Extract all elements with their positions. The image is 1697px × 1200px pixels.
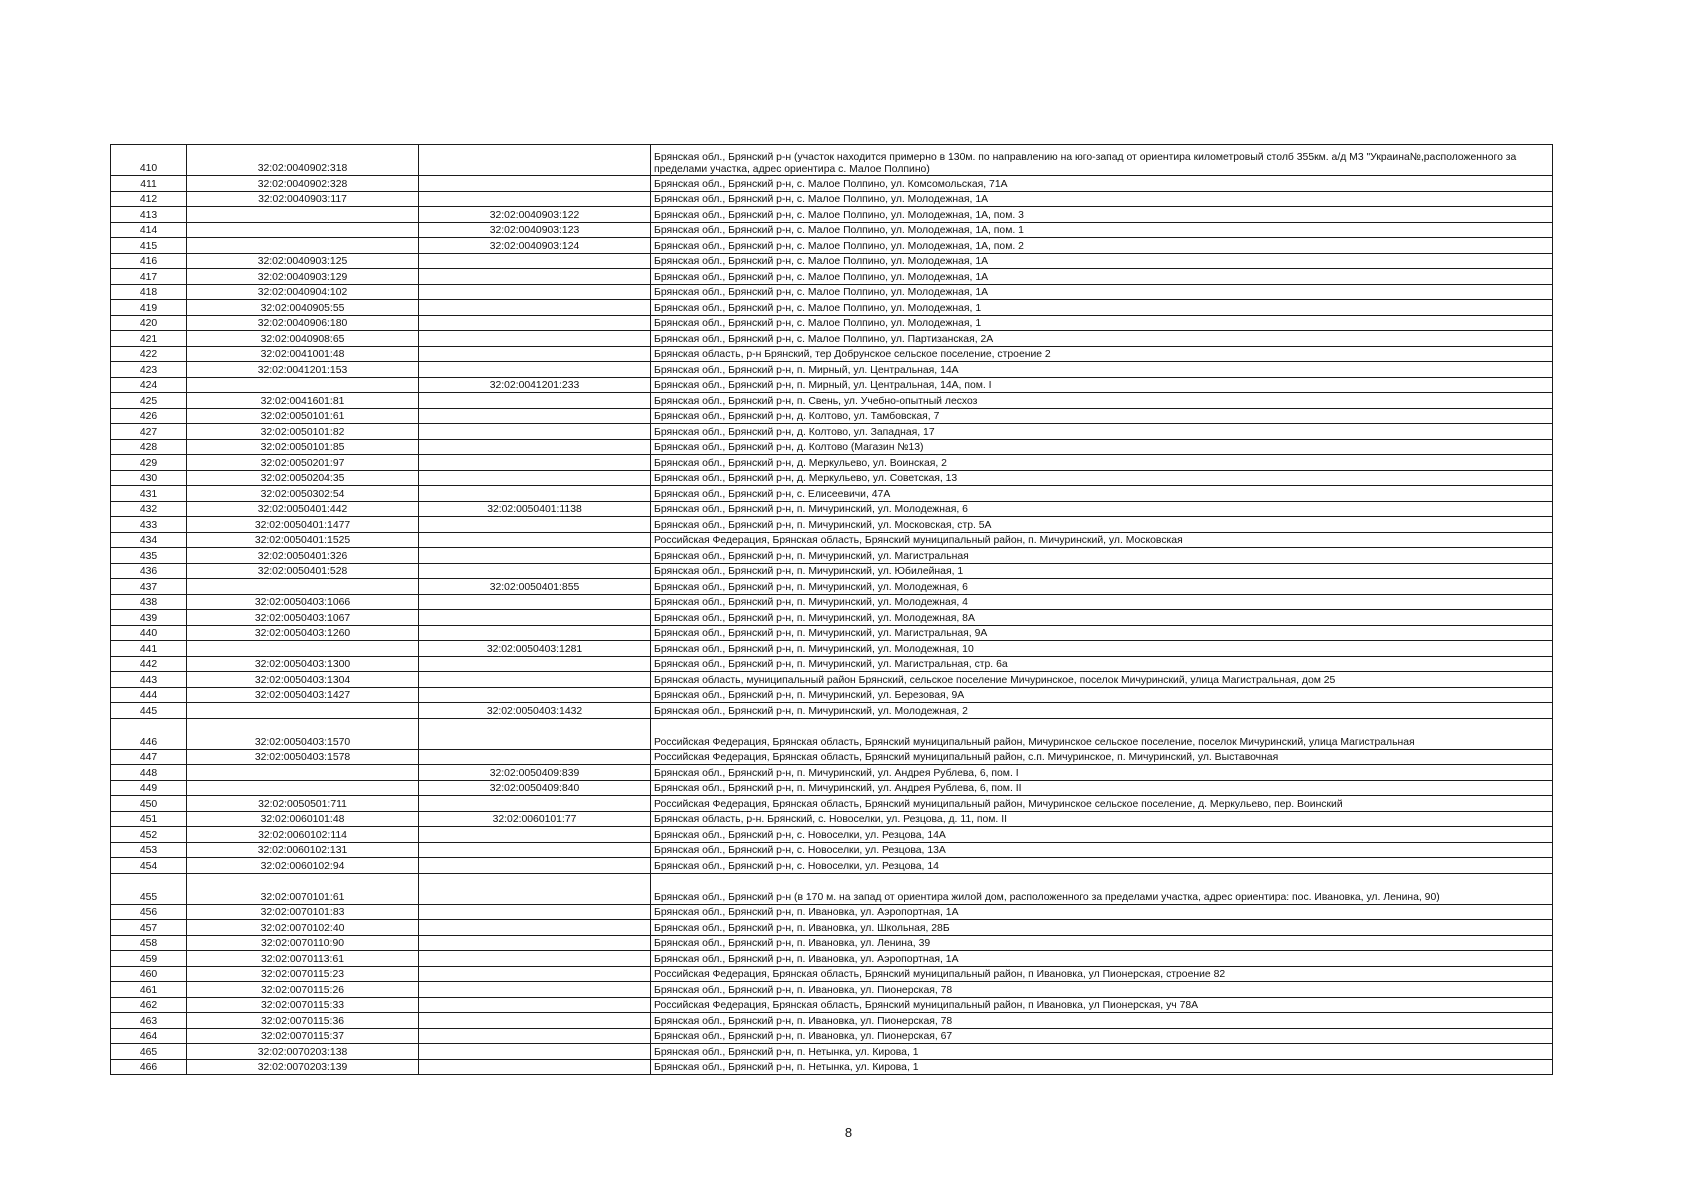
- table-row: [111, 1044, 1553, 1060]
- address-cell: Брянская обл., Брянский р-н, с. Елисеевичи, 47А: [651, 486, 1553, 502]
- row-number-cell: 415: [111, 238, 187, 254]
- table-row: [111, 207, 1553, 223]
- table-row: [111, 238, 1553, 254]
- cadastral-number-cell: 32:02:0060102:131: [187, 842, 419, 858]
- cadastral-number-cell: [187, 765, 419, 781]
- property-register-table: [110, 144, 1553, 1075]
- row-number-cell: 434: [111, 532, 187, 548]
- address-cell: Брянская обл., Брянский р-н, п. Мичуринский, ул. Молодежная, 4: [651, 594, 1553, 610]
- table-row: [111, 687, 1553, 703]
- row-number-cell: 429: [111, 455, 187, 471]
- related-cadastral-number-cell: 32:02:0050403:1281: [419, 641, 651, 657]
- row-number-cell: 442: [111, 656, 187, 672]
- table-row: [111, 935, 1553, 951]
- row-number-cell: 413: [111, 207, 187, 223]
- cadastral-number-cell: 32:02:0040904:102: [187, 284, 419, 300]
- cadastral-number-cell: 32:02:0050403:1304: [187, 672, 419, 688]
- address-cell: Брянская обл., Брянский р-н, с. Новоселки, ул. Резцова, 13А: [651, 842, 1553, 858]
- address-cell: Брянская область, муниципальный район Брянский, сельское поселение Мичуринское, поселок Мичуринский, улица Магистральная, дом 25: [651, 672, 1553, 688]
- address-cell: Брянская обл., Брянский р-н, с. Малое Полпино, ул. Молодежная, 1А, пом. 2: [651, 238, 1553, 254]
- cadastral-number-cell: 32:02:0050501:711: [187, 796, 419, 812]
- related-cadastral-number-cell: [419, 470, 651, 486]
- row-number-cell: 451: [111, 811, 187, 827]
- related-cadastral-number-cell: [419, 300, 651, 316]
- table-row: [111, 517, 1553, 533]
- row-number-cell: 438: [111, 594, 187, 610]
- table-row: [111, 982, 1553, 998]
- row-number-cell: 435: [111, 548, 187, 564]
- page-number: 8: [844, 1125, 853, 1140]
- address-cell: Российская Федерация, Брянская область, Брянский муниципальный район, Мичуринское сельское поселение, поселок Мичуринский, улица Магистральная: [651, 718, 1553, 749]
- related-cadastral-number-cell: [419, 858, 651, 874]
- related-cadastral-number-cell: [419, 408, 651, 424]
- address-cell: Российская Федерация, Брянская область, Брянский муниципальный район, Мичуринское сельское поселение, д. Меркульево, пер. Воинский: [651, 796, 1553, 812]
- related-cadastral-number-cell: [419, 920, 651, 936]
- table-row: [111, 222, 1553, 238]
- table-row: [111, 362, 1553, 378]
- cadastral-number-cell: 32:02:0050403:1578: [187, 749, 419, 765]
- row-number-cell: 456: [111, 904, 187, 920]
- related-cadastral-number-cell: [419, 486, 651, 502]
- row-number-cell: 421: [111, 331, 187, 347]
- table-row: [111, 191, 1553, 207]
- row-number-cell: 462: [111, 997, 187, 1013]
- cadastral-number-cell: 32:02:0050403:1570: [187, 718, 419, 749]
- table-row: [111, 951, 1553, 967]
- row-number-cell: 418: [111, 284, 187, 300]
- address-cell: Брянская область, р-н Брянский, тер Добрунское сельское поселение, строение 2: [651, 346, 1553, 362]
- related-cadastral-number-cell: 32:02:0050409:839: [419, 765, 651, 781]
- address-cell: Брянская обл., Брянский р-н, п. Мичуринский, ул. Молодежная, 10: [651, 641, 1553, 657]
- address-cell: Брянская обл., Брянский р-н, п. Мичуринский, ул. Андрея Рублева, 6, пом. II: [651, 780, 1553, 796]
- cadastral-number-cell: [187, 780, 419, 796]
- related-cadastral-number-cell: [419, 610, 651, 626]
- table-row: [111, 455, 1553, 471]
- table-row: [111, 594, 1553, 610]
- cadastral-number-cell: 32:02:0050403:1427: [187, 687, 419, 703]
- address-cell: Брянская обл., Брянский р-н, п. Мичуринский, ул. Магистральная: [651, 548, 1553, 564]
- cadastral-number-cell: 32:02:0070203:138: [187, 1044, 419, 1060]
- cadastral-number-cell: 32:02:0040906:180: [187, 315, 419, 331]
- address-cell: Брянская обл., Брянский р-н, с. Малое Полпино, ул. Молодежная, 1: [651, 315, 1553, 331]
- address-cell: Брянская обл., Брянский р-н, д. Меркульево, ул. Советская, 13: [651, 470, 1553, 486]
- cadastral-number-cell: 32:02:0050401:326: [187, 548, 419, 564]
- row-number-cell: 437: [111, 579, 187, 595]
- table-row: [111, 811, 1553, 827]
- address-cell: Российская Федерация, Брянская область, Брянский муниципальный район, п Ивановка, ул Пионерская, уч 78А: [651, 997, 1553, 1013]
- address-cell: Брянская обл., Брянский р-н, п. Свень, ул. Учебно-опытный лесхоз: [651, 393, 1553, 409]
- row-number-cell: 440: [111, 625, 187, 641]
- cadastral-number-cell: 32:02:0050403:1260: [187, 625, 419, 641]
- row-number-cell: 466: [111, 1059, 187, 1075]
- row-number-cell: 422: [111, 346, 187, 362]
- row-number-cell: 428: [111, 439, 187, 455]
- row-number-cell: 410: [111, 145, 187, 176]
- row-number-cell: 431: [111, 486, 187, 502]
- related-cadastral-number-cell: [419, 951, 651, 967]
- cadastral-number-cell: [187, 377, 419, 393]
- table-row: [111, 563, 1553, 579]
- table-row: [111, 408, 1553, 424]
- cadastral-number-cell: 32:02:0070115:37: [187, 1028, 419, 1044]
- address-cell: Российская Федерация, Брянская область, Брянский муниципальный район, п. Мичуринский, ул. Московская: [651, 532, 1553, 548]
- row-number-cell: 447: [111, 749, 187, 765]
- address-cell: Брянская обл., Брянский р-н, п. Мичуринский, ул. Молодежная, 8А: [651, 610, 1553, 626]
- table-row: [111, 904, 1553, 920]
- cadastral-number-cell: 32:02:0040905:55: [187, 300, 419, 316]
- cadastral-number-cell: 32:02:0040903:129: [187, 269, 419, 285]
- table-row: [111, 501, 1553, 517]
- table-row: [111, 470, 1553, 486]
- cadastral-number-cell: 32:02:0050201:97: [187, 455, 419, 471]
- cadastral-number-cell: 32:02:0050302:54: [187, 486, 419, 502]
- table-row: [111, 796, 1553, 812]
- related-cadastral-number-cell: [419, 873, 651, 904]
- address-cell: Брянская обл., Брянский р-н, с. Малое Полпино, ул. Молодежная, 1: [651, 300, 1553, 316]
- related-cadastral-number-cell: [419, 393, 651, 409]
- related-cadastral-number-cell: [419, 935, 651, 951]
- cadastral-number-cell: [187, 207, 419, 223]
- row-number-cell: 412: [111, 191, 187, 207]
- address-cell: Брянская обл., Брянский р-н, с. Малое Полпино, ул. Молодежная, 1А: [651, 284, 1553, 300]
- cadastral-number-cell: [187, 222, 419, 238]
- related-cadastral-number-cell: [419, 904, 651, 920]
- related-cadastral-number-cell: [419, 563, 651, 579]
- address-cell: Брянская обл., Брянский р-н, д. Меркульево, ул. Воинская, 2: [651, 455, 1553, 471]
- cadastral-number-cell: [187, 579, 419, 595]
- table-row: [111, 858, 1553, 874]
- cadastral-number-cell: 32:02:0050401:442: [187, 501, 419, 517]
- address-cell: Брянская обл., Брянский р-н, д. Колтово, ул. Тамбовская, 7: [651, 408, 1553, 424]
- table-row: [111, 641, 1553, 657]
- related-cadastral-number-cell: [419, 966, 651, 982]
- row-number-cell: 427: [111, 424, 187, 440]
- table-row: [111, 997, 1553, 1013]
- row-number-cell: 414: [111, 222, 187, 238]
- table-row: [111, 873, 1553, 904]
- cadastral-number-cell: 32:02:0070110:90: [187, 935, 419, 951]
- address-cell: Брянская обл., Брянский р-н, с. Малое Полпино, ул. Молодежная, 1А, пом. 1: [651, 222, 1553, 238]
- cadastral-number-cell: 32:02:0070101:61: [187, 873, 419, 904]
- related-cadastral-number-cell: 32:02:0040903:123: [419, 222, 651, 238]
- row-number-cell: 444: [111, 687, 187, 703]
- table-row: [111, 780, 1553, 796]
- row-number-cell: 457: [111, 920, 187, 936]
- address-cell: Брянская обл., Брянский р-н, п. Ивановка, ул. Пионерская, 78: [651, 1013, 1553, 1029]
- related-cadastral-number-cell: [419, 532, 651, 548]
- related-cadastral-number-cell: [419, 424, 651, 440]
- related-cadastral-number-cell: 32:02:0050401:855: [419, 579, 651, 595]
- cadastral-number-cell: 32:02:0040902:318: [187, 145, 419, 176]
- related-cadastral-number-cell: [419, 594, 651, 610]
- cadastral-number-cell: 32:02:0050101:85: [187, 439, 419, 455]
- related-cadastral-number-cell: 32:02:0041201:233: [419, 377, 651, 393]
- table-row: [111, 331, 1553, 347]
- related-cadastral-number-cell: [419, 1028, 651, 1044]
- related-cadastral-number-cell: [419, 718, 651, 749]
- address-cell: Брянская обл., Брянский р-н (в 170 м. на запад от ориентира жилой дом, расположенного за пределами участка, адрес ориентира: пос. Ивановка, ул. Ленина, 90): [651, 873, 1553, 904]
- address-cell: Брянская обл., Брянский р-н, д. Колтово, ул. Западная, 17: [651, 424, 1553, 440]
- table-row: [111, 439, 1553, 455]
- table-row: [111, 765, 1553, 781]
- row-number-cell: 443: [111, 672, 187, 688]
- table-row: [111, 656, 1553, 672]
- related-cadastral-number-cell: [419, 362, 651, 378]
- related-cadastral-number-cell: [419, 191, 651, 207]
- table-row: [111, 393, 1553, 409]
- cadastral-number-cell: 32:02:0041601:81: [187, 393, 419, 409]
- related-cadastral-number-cell: [419, 145, 651, 176]
- address-cell: Брянская обл., Брянский р-н, п. Ивановка, ул. Пионерская, 78: [651, 982, 1553, 998]
- row-number-cell: 463: [111, 1013, 187, 1029]
- cadastral-number-cell: 32:02:0060102:94: [187, 858, 419, 874]
- related-cadastral-number-cell: [419, 331, 651, 347]
- row-number-cell: 448: [111, 765, 187, 781]
- address-cell: Брянская область, р-н. Брянский, с. Новоселки, ул. Резцова, д. 11, пом. II: [651, 811, 1553, 827]
- related-cadastral-number-cell: [419, 284, 651, 300]
- row-number-cell: 439: [111, 610, 187, 626]
- row-number-cell: 454: [111, 858, 187, 874]
- related-cadastral-number-cell: [419, 439, 651, 455]
- row-number-cell: 420: [111, 315, 187, 331]
- row-number-cell: 436: [111, 563, 187, 579]
- cadastral-number-cell: 32:02:0040902:328: [187, 176, 419, 192]
- row-number-cell: 423: [111, 362, 187, 378]
- row-number-cell: 432: [111, 501, 187, 517]
- address-cell: Брянская обл., Брянский р-н, с. Малое Полпино, ул. Молодежная, 1А: [651, 191, 1553, 207]
- related-cadastral-number-cell: 32:02:0050409:840: [419, 780, 651, 796]
- row-number-cell: 455: [111, 873, 187, 904]
- cadastral-number-cell: 32:02:0070113:61: [187, 951, 419, 967]
- cadastral-number-cell: 32:02:0050403:1066: [187, 594, 419, 610]
- address-cell: Брянская обл., Брянский р-н, п. Ивановка, ул. Ленина, 39: [651, 935, 1553, 951]
- address-cell: Брянская обл., Брянский р-н, п. Мичуринский, ул. Юбилейная, 1: [651, 563, 1553, 579]
- cadastral-number-cell: 32:02:0050401:1477: [187, 517, 419, 533]
- table-row: [111, 253, 1553, 269]
- address-cell: Брянская обл., Брянский р-н, п. Ивановка, ул. Пионерская, 67: [651, 1028, 1553, 1044]
- table-row: [111, 486, 1553, 502]
- table-row: [111, 610, 1553, 626]
- table-row: [111, 532, 1553, 548]
- table-row: [111, 1028, 1553, 1044]
- related-cadastral-number-cell: [419, 842, 651, 858]
- related-cadastral-number-cell: [419, 455, 651, 471]
- table-row: [111, 1059, 1553, 1075]
- row-number-cell: 458: [111, 935, 187, 951]
- row-number-cell: 430: [111, 470, 187, 486]
- address-cell: Брянская обл., Брянский р-н, п. Мичуринский, ул. Молодежная, 6: [651, 501, 1553, 517]
- table-row: [111, 579, 1553, 595]
- address-cell: Брянская обл., Брянский р-н, п. Нетынка, ул. Кирова, 1: [651, 1059, 1553, 1075]
- related-cadastral-number-cell: [419, 548, 651, 564]
- related-cadastral-number-cell: 32:02:0050401:1138: [419, 501, 651, 517]
- table-row: [111, 1013, 1553, 1029]
- address-cell: Брянская обл., Брянский р-н, п. Мичуринский, ул. Молодежная, 2: [651, 703, 1553, 719]
- cadastral-number-cell: 32:02:0050101:82: [187, 424, 419, 440]
- related-cadastral-number-cell: 32:02:0040903:124: [419, 238, 651, 254]
- cadastral-number-cell: 32:02:0060101:48: [187, 811, 419, 827]
- address-cell: Брянская обл., Брянский р-н, п. Ивановка, ул. Аэропортная, 1А: [651, 904, 1553, 920]
- related-cadastral-number-cell: [419, 1013, 651, 1029]
- related-cadastral-number-cell: [419, 176, 651, 192]
- row-number-cell: 441: [111, 641, 187, 657]
- cadastral-number-cell: 32:02:0070115:36: [187, 1013, 419, 1029]
- related-cadastral-number-cell: [419, 346, 651, 362]
- table-row: [111, 827, 1553, 843]
- address-cell: Российская Федерация, Брянская область, Брянский муниципальный район, п Ивановка, ул Пионерская, строение 82: [651, 966, 1553, 982]
- table-row: [111, 703, 1553, 719]
- related-cadastral-number-cell: [419, 253, 651, 269]
- related-cadastral-number-cell: [419, 315, 651, 331]
- related-cadastral-number-cell: [419, 672, 651, 688]
- row-number-cell: 445: [111, 703, 187, 719]
- row-number-cell: 446: [111, 718, 187, 749]
- table-row: [111, 377, 1553, 393]
- address-cell: Брянская обл., Брянский р-н, с. Малое Полпино, ул. Комсомольская, 71А: [651, 176, 1553, 192]
- table-row: [111, 424, 1553, 440]
- related-cadastral-number-cell: 32:02:0060101:77: [419, 811, 651, 827]
- row-number-cell: 425: [111, 393, 187, 409]
- cadastral-number-cell: 32:02:0040903:125: [187, 253, 419, 269]
- row-number-cell: 424: [111, 377, 187, 393]
- row-number-cell: 426: [111, 408, 187, 424]
- address-cell: Брянская обл., Брянский р-н, п. Мичуринский, ул. Магистральная, 9А: [651, 625, 1553, 641]
- address-cell: Брянская обл., Брянский р-н, с. Новоселки, ул. Резцова, 14А: [651, 827, 1553, 843]
- related-cadastral-number-cell: [419, 982, 651, 998]
- table-row: [111, 842, 1553, 858]
- related-cadastral-number-cell: [419, 1059, 651, 1075]
- cadastral-number-cell: 32:02:0040903:117: [187, 191, 419, 207]
- cadastral-number-cell: 32:02:0070115:23: [187, 966, 419, 982]
- related-cadastral-number-cell: [419, 625, 651, 641]
- table-row: [111, 176, 1553, 192]
- address-cell: Брянская обл., Брянский р-н, п. Мирный, ул. Центральная, 14А, пом. I: [651, 377, 1553, 393]
- address-cell: Брянская обл., Брянский р-н, с. Малое Полпино, ул. Молодежная, 1А, пом. 3: [651, 207, 1553, 223]
- row-number-cell: 459: [111, 951, 187, 967]
- related-cadastral-number-cell: 32:02:0050403:1432: [419, 703, 651, 719]
- cadastral-number-cell: 32:02:0050204:35: [187, 470, 419, 486]
- related-cadastral-number-cell: [419, 997, 651, 1013]
- related-cadastral-number-cell: [419, 796, 651, 812]
- cadastral-number-cell: 32:02:0070203:139: [187, 1059, 419, 1075]
- address-cell: Брянская обл., Брянский р-н, п. Мичуринский, ул. Березовая, 9А: [651, 687, 1553, 703]
- cadastral-number-cell: 32:02:0041201:153: [187, 362, 419, 378]
- related-cadastral-number-cell: 32:02:0040903:122: [419, 207, 651, 223]
- table-row: [111, 548, 1553, 564]
- cadastral-number-cell: 32:02:0070101:83: [187, 904, 419, 920]
- row-number-cell: 461: [111, 982, 187, 998]
- cadastral-number-cell: 32:02:0050403:1300: [187, 656, 419, 672]
- related-cadastral-number-cell: [419, 517, 651, 533]
- table-row: [111, 749, 1553, 765]
- row-number-cell: 419: [111, 300, 187, 316]
- table-row: [111, 625, 1553, 641]
- cadastral-number-cell: 32:02:0050401:1525: [187, 532, 419, 548]
- row-number-cell: 449: [111, 780, 187, 796]
- cadastral-number-cell: 32:02:0041001:48: [187, 346, 419, 362]
- row-number-cell: 411: [111, 176, 187, 192]
- table-row: [111, 269, 1553, 285]
- cadastral-number-cell: 32:02:0070115:26: [187, 982, 419, 998]
- table-row: [111, 920, 1553, 936]
- row-number-cell: 464: [111, 1028, 187, 1044]
- address-cell: Брянская обл., Брянский р-н, с. Малое Полпино, ул. Молодежная, 1А: [651, 253, 1553, 269]
- address-cell: Брянская обл., Брянский р-н, с. Малое Полпино, ул. Молодежная, 1А: [651, 269, 1553, 285]
- cadastral-number-cell: 32:02:0070102:40: [187, 920, 419, 936]
- table-row: [111, 346, 1553, 362]
- address-cell: Брянская обл., Брянский р-н (участок находится примерно в 130м. по направлению на юго-запад от ориентира километровый столб 355км. а/д М3 "Украина№,расположенного за пределами участка, адрес ориентира с. Малое Полпино): [651, 145, 1553, 176]
- related-cadastral-number-cell: [419, 827, 651, 843]
- row-number-cell: 465: [111, 1044, 187, 1060]
- row-number-cell: 453: [111, 842, 187, 858]
- address-cell: Брянская обл., Брянский р-н, с. Новоселки, ул. Резцова, 14: [651, 858, 1553, 874]
- table-row: [111, 145, 1553, 176]
- cadastral-number-cell: [187, 703, 419, 719]
- address-cell: Брянская обл., Брянский р-н, п. Мичуринский, ул. Магистральная, стр. 6а: [651, 656, 1553, 672]
- table-row: [111, 315, 1553, 331]
- cadastral-number-cell: 32:02:0050403:1067: [187, 610, 419, 626]
- table-row: [111, 284, 1553, 300]
- address-cell: Брянская обл., Брянский р-н, п. Нетынка, ул. Кирова, 1: [651, 1044, 1553, 1060]
- related-cadastral-number-cell: [419, 1044, 651, 1060]
- cadastral-number-cell: 32:02:0050401:528: [187, 563, 419, 579]
- table-body: [111, 145, 1553, 1075]
- row-number-cell: 433: [111, 517, 187, 533]
- row-number-cell: 416: [111, 253, 187, 269]
- address-cell: Брянская обл., Брянский р-н, п. Ивановка, ул. Школьная, 28Б: [651, 920, 1553, 936]
- row-number-cell: 417: [111, 269, 187, 285]
- address-cell: Брянская обл., Брянский р-н, п. Мирный, ул. Центральная, 14А: [651, 362, 1553, 378]
- address-cell: Брянская обл., Брянский р-н, д. Колтово (Магазин №13): [651, 439, 1553, 455]
- related-cadastral-number-cell: [419, 749, 651, 765]
- cadastral-number-cell: [187, 641, 419, 657]
- related-cadastral-number-cell: [419, 656, 651, 672]
- cadastral-number-cell: 32:02:0050101:61: [187, 408, 419, 424]
- address-cell: Российская Федерация, Брянская область, Брянский муниципальный район, с.п. Мичуринское, п. Мичуринский, ул. Выставочная: [651, 749, 1553, 765]
- address-cell: Брянская обл., Брянский р-н, п. Мичуринский, ул. Московская, стр. 5А: [651, 517, 1553, 533]
- cadastral-number-cell: [187, 238, 419, 254]
- cadastral-number-cell: 32:02:0070115:33: [187, 997, 419, 1013]
- table-row: [111, 672, 1553, 688]
- address-cell: Брянская обл., Брянский р-н, п. Мичуринский, ул. Андрея Рублева, 6, пом. I: [651, 765, 1553, 781]
- related-cadastral-number-cell: [419, 687, 651, 703]
- address-cell: Брянская обл., Брянский р-н, п. Ивановка, ул. Аэропортная, 1А: [651, 951, 1553, 967]
- cadastral-number-cell: 32:02:0040908:65: [187, 331, 419, 347]
- row-number-cell: 460: [111, 966, 187, 982]
- row-number-cell: 452: [111, 827, 187, 843]
- cadastral-number-cell: 32:02:0060102:114: [187, 827, 419, 843]
- table-row: [111, 966, 1553, 982]
- related-cadastral-number-cell: [419, 269, 651, 285]
- address-cell: Брянская обл., Брянский р-н, п. Мичуринский, ул. Молодежная, 6: [651, 579, 1553, 595]
- address-cell: Брянская обл., Брянский р-н, с. Малое Полпино, ул. Партизанская, 2А: [651, 331, 1553, 347]
- table-row: [111, 718, 1553, 749]
- table-row: [111, 300, 1553, 316]
- row-number-cell: 450: [111, 796, 187, 812]
